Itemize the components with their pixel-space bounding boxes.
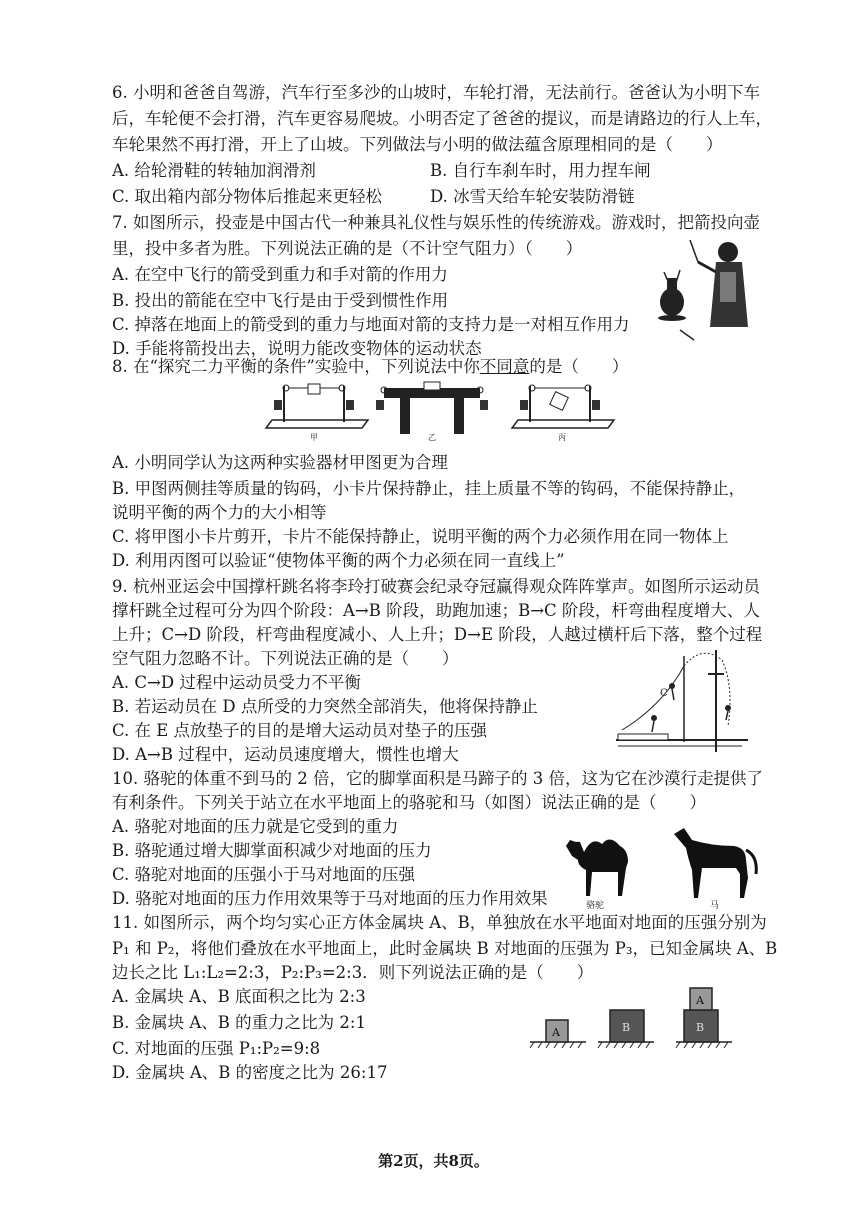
q6-line-3: 车轮果然不再打滑，开上了山坡。下列做法与小明的做法蕴含原理相同的是（ ） xyxy=(112,135,723,154)
camel-silhouette xyxy=(566,839,628,896)
q11-option-d: D. 金属块 A、B 的密度之比为 26:17 xyxy=(112,1063,388,1082)
q9-line-3: 上升；C→D 阶段，杆弯曲程度减小、人上升；D→E 阶段，人越过横杆后下落，整个过程 xyxy=(112,625,763,644)
q9-line-4: 空气阻力忽略不计。下列说法正确的是（ ） xyxy=(112,649,459,668)
q10-line-2: 有利条件。下列关于站立在水平地面上的骆驼和马（如图）说法正确的是（ ） xyxy=(112,793,706,812)
q8-text-b: 的是（ ） xyxy=(529,357,629,376)
q8-line-1 xyxy=(112,356,628,378)
fig-label-horse: 马 xyxy=(710,901,720,910)
fig-label-jia: 甲 xyxy=(310,433,318,442)
q6-option-b: B. 自行车刹车时，用力捏车闸 xyxy=(430,161,651,180)
fig-label-yi: 乙 xyxy=(428,433,436,442)
q7-line-1: 7. 如图所示，投壶是中国古代一种兼具礼仪性与娱乐性的传统游戏。游戏时，把箭投向壶 xyxy=(112,213,760,232)
stacked-a-label: A xyxy=(696,994,704,1007)
q11-line-3: 边长之比 L₁:L₂=2:3，P₂:P₃=2:3．则下列说法正确的是（ ） xyxy=(112,963,594,982)
q11-line-2: P₁ 和 P₂，将他们叠放在水平地面上，此时金属块 B 对地面的压强为 P₃，已知金属块 A、B xyxy=(112,939,778,958)
page-footer: 第2页，共8页。 xyxy=(378,1152,489,1170)
q8-option-d: D. 利用丙图可以验证“使物体平衡的两个力必须在同一直线上” xyxy=(112,551,565,570)
svg-text:C: C xyxy=(660,688,668,699)
q8-option-b-line-1: B. 甲图两侧挂等质量的钩码，小卡片保持静止，挂上质量不等的钩码，不能保持静止， xyxy=(112,479,746,498)
q6-option-a: A. 给轮滑鞋的转轴加润滑剂 xyxy=(112,161,316,180)
q9-option-d: D. A→B 过程中，运动员速度增大，惯性也增大 xyxy=(112,745,459,764)
q10-option-c: C. 骆驼对地面的压强小于马对地面的压强 xyxy=(112,865,416,884)
figure-jia xyxy=(266,384,368,428)
q9-option-b: B. 若运动员在 D 点所受的力突然全部消失，他将保持静止 xyxy=(112,697,538,716)
q9-line-1: 9. 杭州亚运会中国撑杆跳名将李玲打破赛会纪录夺冠赢得观众阵阵掌声。如图所示运动员 xyxy=(112,577,760,596)
q7-option-d: D. 手能将箭投出去，说明力能改变物体的运动状态 xyxy=(112,339,482,358)
touhu-illustration xyxy=(650,232,760,344)
pole-vault-illustration xyxy=(612,646,752,758)
q8-option-a: A. 小明同学认为这两种实验器材甲图更为合理 xyxy=(112,453,448,472)
q7-line-2: 里，投中多者为胜。下列说法正确的是（不计空气阻力）（ ） xyxy=(112,239,583,258)
metal-blocks-illustration xyxy=(526,986,750,1050)
q11-option-c: C. 对地面的压强 P₁:P₂=9:8 xyxy=(112,1039,321,1058)
q7-option-b: B. 投出的箭能在空中飞行是由于受到惯性作用 xyxy=(112,291,449,310)
q6-line-2: 后，车轮便不会打滑，汽车更容易爬坡。小明否定了爸爸的提议，而是请路边的行人上车， xyxy=(112,109,772,128)
stacked-b-label: B xyxy=(696,1021,705,1034)
q8-experiment-figure xyxy=(262,378,617,444)
q6-option-d: D. 冰雪天给车轮安装防滑链 xyxy=(430,187,635,206)
q9-option-a: A. C→D 过程中运动员受力不平衡 xyxy=(112,673,361,692)
q7-option-a: A. 在空中飞行的箭受到重力和手对箭的作用力 xyxy=(112,265,448,284)
camel-horse-illustration xyxy=(562,818,762,910)
figure-bing xyxy=(512,385,614,428)
q10-line-1: 10. 骆驼的体重不到马的 2 倍，它的脚掌面积是马蹄子的 3 倍，这为它在沙漠行走提供了 xyxy=(112,769,763,788)
q7-option-c: C. 掉落在地面上的箭受到的重力与地面对箭的支持力是一对相互作用力 xyxy=(112,315,630,334)
horse-silhouette xyxy=(674,828,756,898)
q6-option-c: C. 取出箱内部分物体后推起来更轻松 xyxy=(112,187,383,206)
fig-label-bing: 丙 xyxy=(558,433,566,442)
q8-underlined: 不同意 xyxy=(479,357,530,376)
q11-line-1: 11. 如图所示，两个均匀实心正方体金属块 A、B，单独放在水平地面对地面的压强分别为 xyxy=(112,913,767,932)
q11-option-b: B. 金属块 A、B 的重力之比为 2:1 xyxy=(112,1013,366,1032)
q10-option-a: A. 骆驼对地面的压力就是它受到的重力 xyxy=(112,817,399,836)
q8-option-b-line-2: 说明平衡的两个力的大小相等 xyxy=(112,503,327,522)
q9-option-c: C. 在 E 点放垫子的目的是增大运动员对垫子的压强 xyxy=(112,721,488,740)
q8-option-c: C. 将甲图小卡片剪开，卡片不能保持静止，说明平衡的两个力必须作用在同一物体上 xyxy=(112,527,729,546)
q10-option-b: B. 骆驼通过增大脚掌面积减少对地面的压力 xyxy=(112,841,432,860)
q10-option-d: D. 骆驼对地面的压力作用效果等于马对地面的压力作用效果 xyxy=(112,889,548,908)
block-a-label: A xyxy=(552,1026,560,1039)
figure-yi xyxy=(376,382,488,434)
q6-line-1: 6. 小明和爸爸自驾游，汽车行至多沙的山坡时，车轮打滑，无法前行。爸爸认为小明下车 xyxy=(112,83,760,102)
block-b-label: B xyxy=(622,1021,631,1034)
fig-label-camel: 骆驼 xyxy=(586,901,605,910)
q11-option-a: A. 金属块 A、B 底面积之比为 2:3 xyxy=(112,987,366,1006)
q9-line-2: 撑杆跳全过程可分为四个阶段：A→B 阶段，助跑加速；B→C 阶段，杆弯曲程度增大、人 xyxy=(112,601,760,620)
q8-text-a: 8. 在“探究二力平衡的条件”实验中，下列说法中你 xyxy=(112,357,480,376)
